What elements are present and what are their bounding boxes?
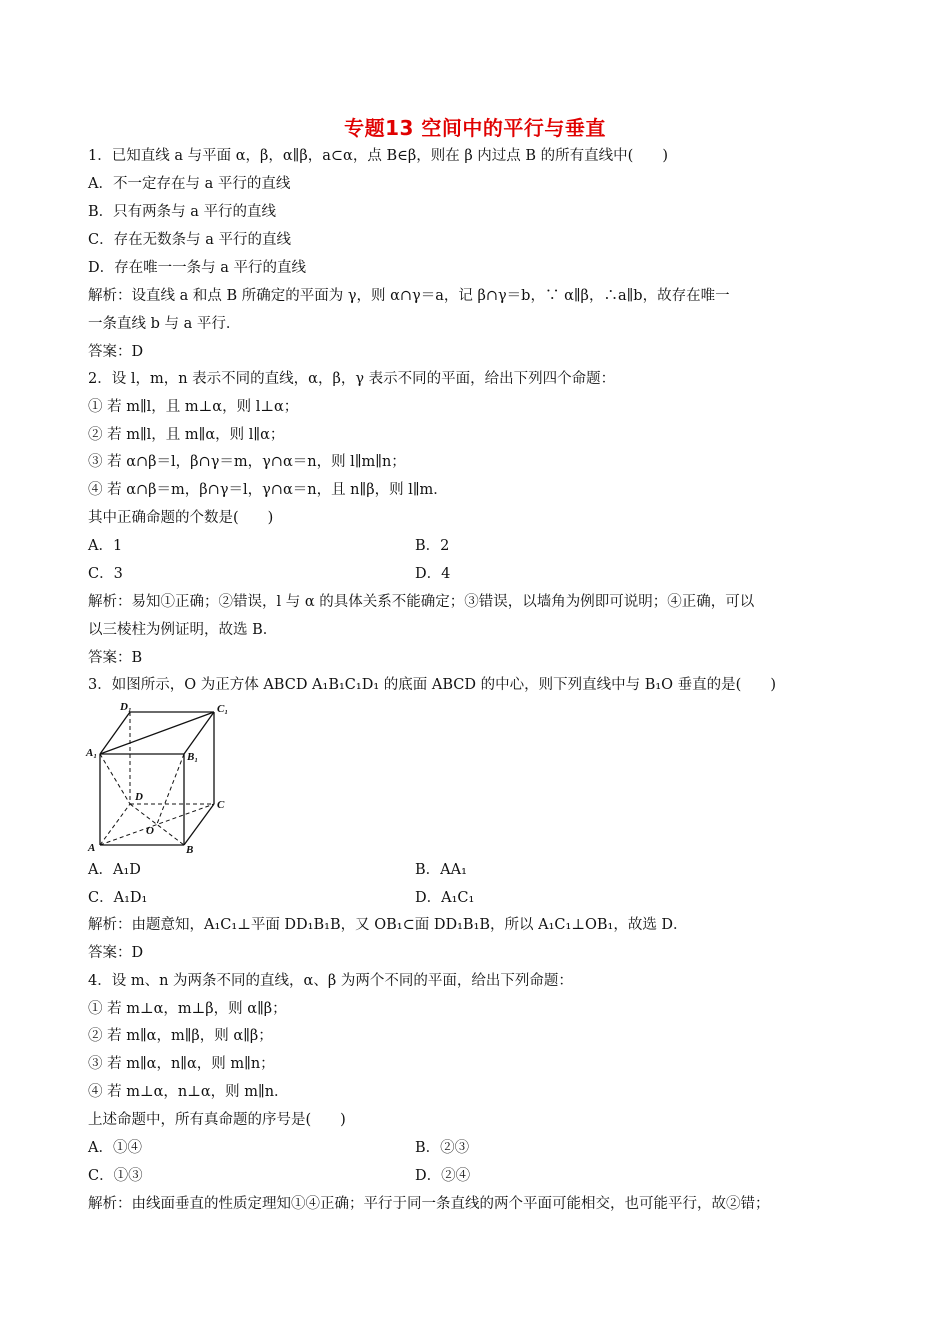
hidden-line-a1d xyxy=(100,754,130,804)
q1-answer: 答案：D xyxy=(88,344,144,360)
q3-option-a: A．A₁D xyxy=(88,862,141,878)
q2-proposition-2: ② 若 m∥l，且 m∥α，则 l∥α； xyxy=(88,427,285,443)
label-b: B xyxy=(186,844,194,855)
page-title: 专题13 空间中的平行与垂直 xyxy=(344,116,606,140)
diagonal-a1c1 xyxy=(100,712,214,754)
q2-answer: 答案：B xyxy=(88,650,143,666)
q4-proposition-1: ① 若 m⊥α，m⊥β，则 α∥β； xyxy=(88,1001,287,1017)
q1-option-a: A．不一定存在与 a 平行的直线 xyxy=(88,176,291,192)
q2-option-a: A．1 xyxy=(88,538,123,554)
q4-option-d: D．②④ xyxy=(415,1168,471,1184)
q3-analysis: 解析：由题意知，A₁C₁⊥平面 DD₁B₁B，又 OB₁⊂面 DD₁B₁B，所以 A₁C₁⊥OB₁，故选 D． xyxy=(88,917,688,933)
q4-question: 上述命题中，所有真命题的序号是( ) xyxy=(88,1112,346,1128)
q2-proposition-3: ③ 若 α∩β＝l，β∩γ＝m，γ∩α＝n，则 l∥m∥n； xyxy=(88,454,406,470)
label-o: O xyxy=(146,825,154,837)
q1-analysis-line2: 一条直线 b 与 a 平行． xyxy=(88,316,241,332)
q2-proposition-1: ① 若 m∥l，且 m⊥α，则 l⊥α； xyxy=(88,399,299,415)
q1-option-d: D．存在唯一一条与 a 平行的直线 xyxy=(88,260,306,276)
label-a1: A₁ xyxy=(86,747,98,759)
label-b1: B₁ xyxy=(187,751,199,763)
q2-option-d: D．4 xyxy=(415,566,451,582)
cube-figure xyxy=(84,700,234,855)
q2-option-b: B．2 xyxy=(415,538,450,554)
label-c: C xyxy=(217,799,225,811)
label-d: D xyxy=(135,791,143,803)
label-c1: C₁ xyxy=(217,703,229,715)
q4-stem: 4．设 m、n 为两条不同的直线，α、β 为两个不同的平面，给出下列命题： xyxy=(88,973,573,989)
q3-answer: 答案：D xyxy=(88,945,144,961)
q2-analysis-line1: 解析：易知①正确；②错误，l 与 α 的具体关系不能确定；③错误，以墙角为例即可说明；④正确，可以 xyxy=(88,594,755,610)
q1-stem: 1．已知直线 a 与平面 α，β，α∥β，a⊂α，点 B∈β，则在 β 内过点 B 的所有直线中( ) xyxy=(88,148,668,164)
q4-option-b: B．②③ xyxy=(415,1140,470,1156)
edge-b1c1 xyxy=(184,712,214,754)
edge-bc xyxy=(184,804,214,845)
q3-option-c: C．A₁D₁ xyxy=(88,890,148,906)
q2-option-c: C．3 xyxy=(88,566,123,582)
q2-stem: 2．设 l，m，n 表示不同的直线，α，β，γ 表示不同的平面，给出下列四个命题： xyxy=(88,371,616,387)
q4-proposition-3: ③ 若 m∥α，n∥α，则 m∥n； xyxy=(88,1056,275,1072)
q1-option-b: B．只有两条与 a 平行的直线 xyxy=(88,204,277,220)
q3-stem: 3．如图所示，O 为正方体 ABCD A₁B₁C₁D₁ 的底面 ABCD 的中心，则下列直线中与 B₁O 垂直的是( ) xyxy=(88,677,776,693)
q1-analysis-line1: 解析：设直线 a 和点 B 所确定的平面为 γ，则 α∩γ＝a，记 β∩γ＝b，∵ α∥β，∴a∥b，故存在唯一 xyxy=(88,288,730,304)
hidden-edge-ad xyxy=(100,804,130,845)
hidden-line-b1o xyxy=(157,754,184,824)
q3-option-d: D．A₁C₁ xyxy=(415,890,475,906)
q3-option-b: B．AA₁ xyxy=(415,862,467,878)
label-d1: D₁ xyxy=(120,701,132,713)
q4-proposition-2: ② 若 m∥α，m∥β，则 α∥β； xyxy=(88,1028,273,1044)
q4-proposition-4: ④ 若 m⊥α，n⊥α，则 m∥n． xyxy=(88,1084,289,1100)
q4-analysis: 解析：由线面垂直的性质定理知①④正确；平行于同一条直线的两个平面可能相交，也可能平行，故②错； xyxy=(88,1196,770,1212)
q1-option-c: C．存在无数条与 a 平行的直线 xyxy=(88,232,291,248)
hidden-diagonal-bd xyxy=(130,804,184,845)
q2-proposition-4: ④ 若 α∩β＝m，β∩γ＝l，γ∩α＝n，且 n∥β，则 l∥m． xyxy=(88,482,448,498)
q4-option-a: A．①④ xyxy=(88,1140,142,1156)
q4-option-c: C．①③ xyxy=(88,1168,143,1184)
hidden-diagonal-ac xyxy=(100,804,214,845)
label-a: A xyxy=(88,842,96,854)
edge-a1d1 xyxy=(100,712,130,754)
q2-question: 其中正确命题的个数是( ) xyxy=(88,510,274,526)
q2-analysis-line2: 以三棱柱为例证明，故选 B． xyxy=(88,622,278,638)
